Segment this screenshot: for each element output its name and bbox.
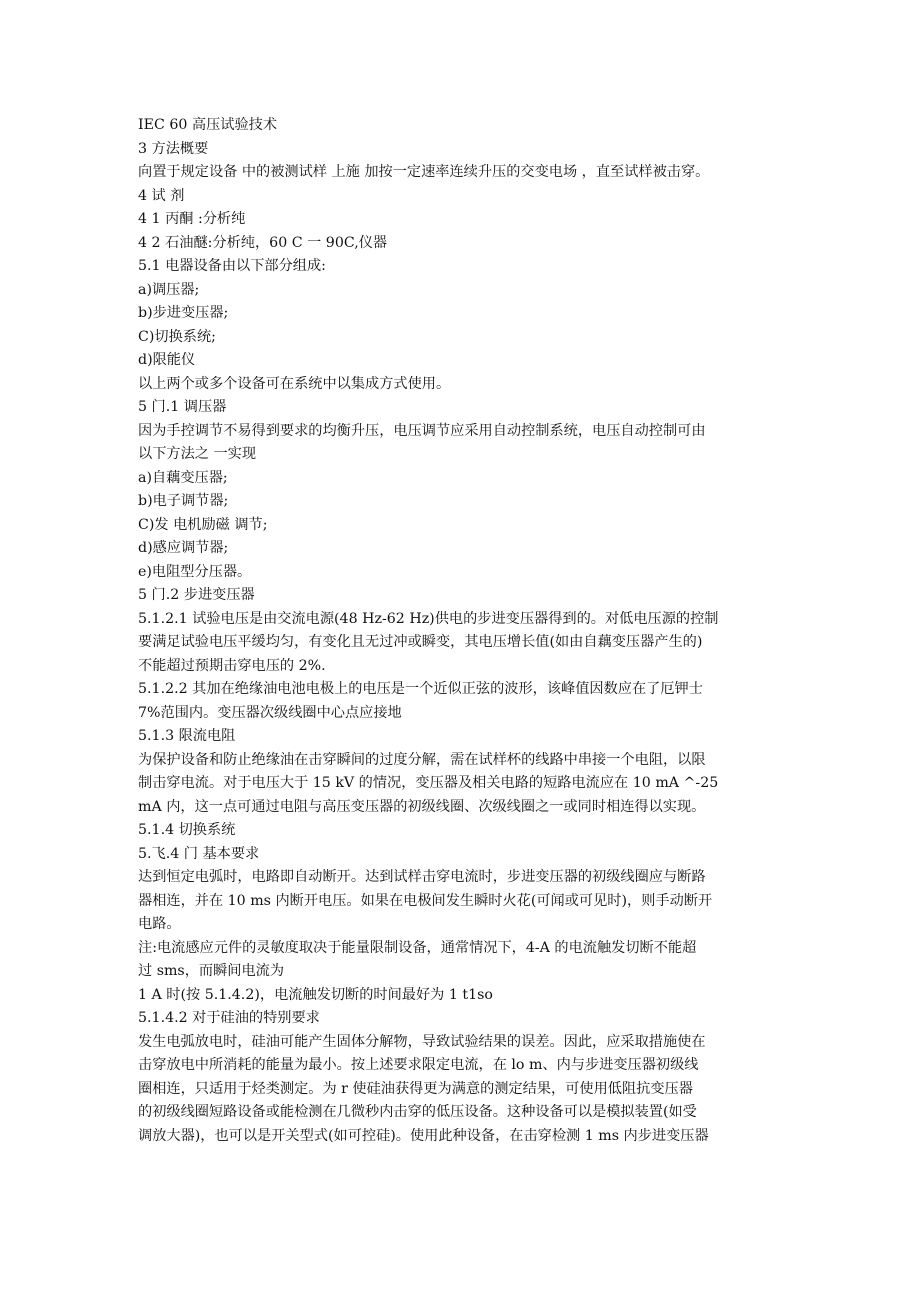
text-line: 以上两个或多个设备可在系统中以集成方式使用。 — [138, 375, 451, 392]
text-line: a)自藕变压器; — [138, 469, 228, 486]
text-line: IEC 60 高压试验技术 — [138, 117, 278, 133]
text-line: a)调压器; — [138, 281, 200, 298]
text-line: 5.1 电器设备由以下部分组成: — [138, 258, 326, 274]
text-line: 过 sms，而瞬间电流为 — [138, 963, 285, 979]
text-line: 发生电弧放电时，硅油可能产生固体分解物，导致试验结果的误差。因此，应采取措施使在 — [138, 1033, 706, 1050]
text-line: 5.1.3 限流电阻 — [138, 728, 236, 744]
text-line: 调放大器)，也可以是开关型式(如可控硅)。使用此种设备，在击穿检测 1 ms 内步进变压器 — [138, 1127, 709, 1144]
text-line: e)电阻型分压器。 — [138, 563, 252, 580]
text-line: 4 1 丙酮 :分析纯 — [138, 211, 246, 227]
text-line: 圈相连，只适用于烃类测定。为 r 使硅油获得更为满意的测定结果，可使用低阻抗变压器 — [138, 1080, 693, 1097]
text-line: 注:电流感应元件的灵敏度取决于能量限制设备，通常情况下，4-A 的电流触发切断不能超 — [138, 939, 697, 956]
text-line: 器相连，并在 10 ms 内断开电压。如果在电极间发生瞬时火花(可闻或可见时)，则手动断开 — [138, 892, 713, 909]
text-line: mA 内，这一点可通过电阻与高压变压器的初级线圈、次级线圈之一或同时相连得以实现。 — [138, 798, 706, 815]
text-line: 3 方法概要 — [138, 140, 209, 157]
text-line: 1 A 时(按 5.1.4.2)，电流触发切断的时间最好为 1 t1so — [138, 986, 493, 1003]
text-line: 击穿放电中所消耗的能量为最小。按上述要求限定电流，在 lo m、内与步进变压器初级线 — [138, 1057, 699, 1073]
text-line: 7%范围内。变压器次级线圈中心点应接地 — [138, 704, 402, 721]
text-line: 5 门.1 调压器 — [138, 399, 227, 415]
text-line: 为保护设备和防止绝缘油在击穿瞬间的过度分解，需在试样杯的线路中串接一个电阻，以限 — [138, 751, 706, 768]
text-line: 5.1.2.1 试验电压是由交流电源(48 Hz-62 Hz)供电的步进变压器得到的。对低电压源的控制 — [138, 610, 719, 627]
text-line: 5.1.2.2 其加在绝缘油电池电极上的电压是一个近似正弦的波形，该峰值因数应在了厄钾士 — [138, 681, 703, 697]
text-line: 制击穿电流。对于电压大于 15 kV 的情况，变压器及相关电路的短路电流应在 10 mA ^-25 — [138, 775, 719, 791]
text-line: 4 2 石油醚:分析纯，60 C 一 90C,仪器 — [138, 234, 388, 251]
text-line: 4 试 剂 — [138, 187, 185, 204]
text-line: 5.1.4.2 对于硅油的特别要求 — [138, 1010, 320, 1026]
text-line: 5 门.2 步进变压器 — [138, 587, 255, 603]
text-line: 电路。 — [138, 916, 181, 932]
text-line: 达到恒定电弧时，电路即自动断开。达到试样击穿电流时，步进变压器的初级线圈应与断路 — [138, 869, 706, 885]
text-line: d)感应调节器; — [138, 540, 229, 556]
text-line: C)发 电机励磁 调节; — [138, 516, 268, 533]
text-line: 要满足试验电压平缓均匀，有变化且无过冲或瞬变，其电压增长值(如由自藕变压器产生的) — [138, 634, 703, 650]
text-line: 5.飞.4 门 基本要求 — [138, 845, 260, 862]
text-line: 5.1.4 切换系统 — [138, 822, 236, 838]
text-line: b)电子调节器; — [138, 493, 229, 509]
text-line: 的初级线圈短路设备或能检测在几微秒内击穿的低压设备。这种设备可以是模拟装置(如受 — [138, 1104, 697, 1120]
text-line: C)切换系统; — [138, 328, 216, 345]
text-line: 以下方法之 一实现 — [138, 446, 257, 462]
text-line: d)限能仪 — [138, 352, 196, 368]
text-line: 不能超过预期击穿电压的 2%. — [138, 657, 326, 674]
document-body — [138, 114, 798, 1148]
text-line: b)步进变压器; — [138, 305, 229, 321]
text-line: 向置于规定设备 中的被测试样 上施 加按一定速率连续升压的交变电场 ，直至试样被击穿。 — [138, 164, 710, 180]
text-line: 因为手控调节不易得到要求的均衡升压，电压调节应采用自动控制系统，电压自动控制可由 — [138, 422, 706, 439]
